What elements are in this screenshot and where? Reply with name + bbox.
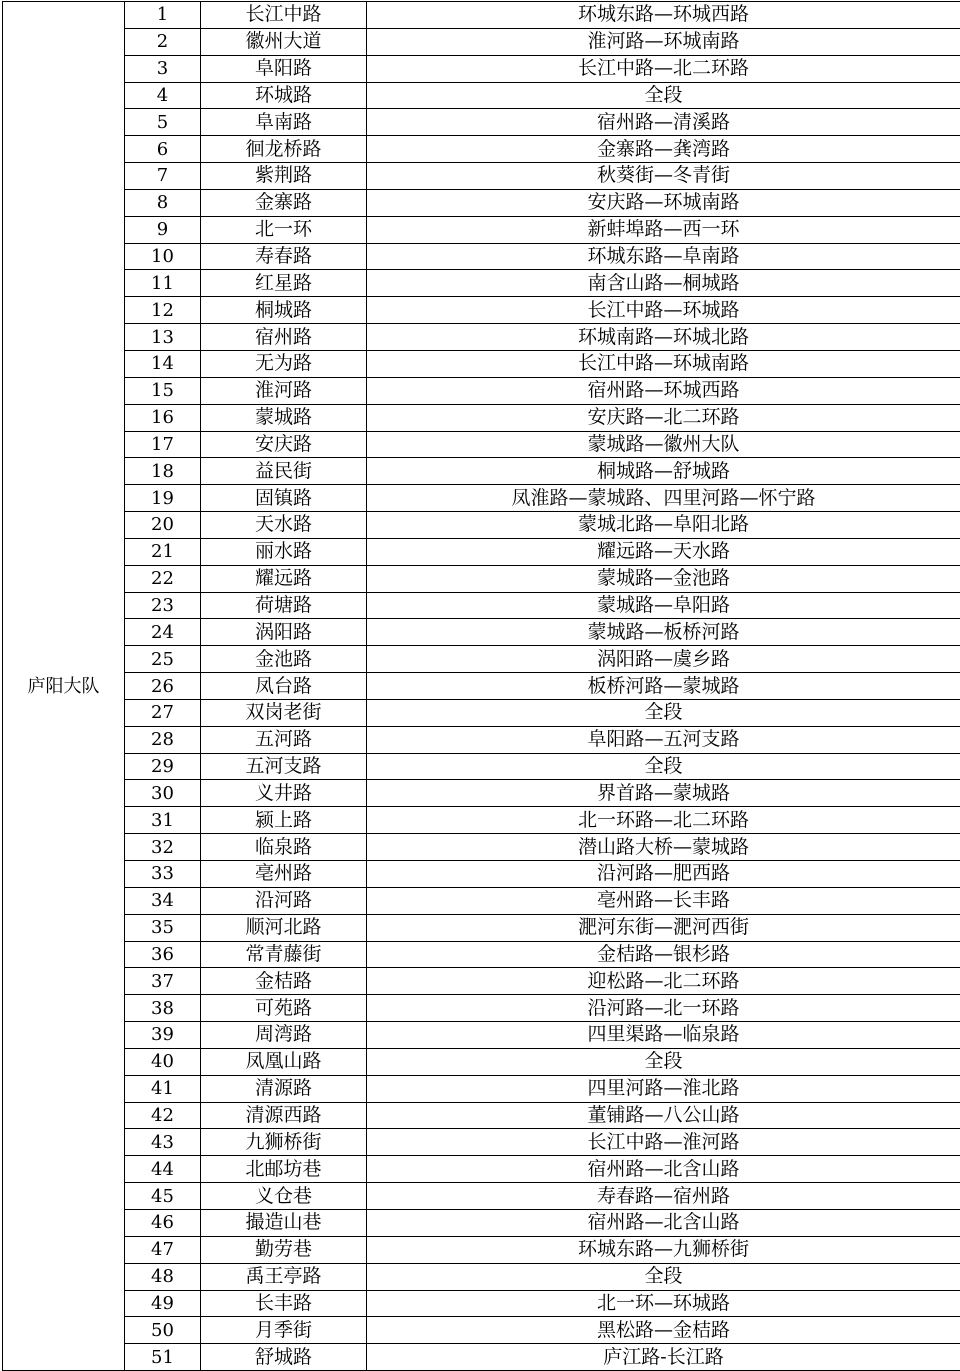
table-row <box>3 753 960 780</box>
road-name-cell: 双岗老街 <box>201 699 367 726</box>
row-number-cell: 25 <box>125 646 201 673</box>
road-name-cell: 北邮坊巷 <box>201 1156 367 1183</box>
road-section-cell: 蒙城北路—阜阳北路 <box>367 512 960 539</box>
row-number-cell: 1 <box>125 2 201 29</box>
road-name-cell: 凤台路 <box>201 673 367 700</box>
road-name-cell: 亳州路 <box>201 861 367 888</box>
row-number-cell: 44 <box>125 1156 201 1183</box>
road-section-cell: 长江中路—淮河路 <box>367 1129 960 1156</box>
road-name-cell: 阜阳路 <box>201 55 367 82</box>
row-number-cell: 34 <box>125 887 201 914</box>
row-number-cell: 42 <box>125 1102 201 1129</box>
road-name-cell: 耀远路 <box>201 565 367 592</box>
road-section-cell: 宿州路—清溪路 <box>367 109 960 136</box>
road-name-cell: 清源路 <box>201 1075 367 1102</box>
road-section-cell: 涡阳路—虞乡路 <box>367 646 960 673</box>
table-row <box>3 1075 960 1102</box>
row-number-cell: 22 <box>125 565 201 592</box>
road-name-cell: 常青藤街 <box>201 941 367 968</box>
road-section-cell: 耀远路—天水路 <box>367 538 960 565</box>
row-number-cell: 10 <box>125 243 201 270</box>
table-row <box>3 1183 960 1210</box>
road-section-cell: 阜阳路—五河支路 <box>367 726 960 753</box>
table-row <box>3 350 960 377</box>
row-number-cell: 5 <box>125 109 201 136</box>
table-row <box>3 485 960 512</box>
road-name-cell: 顺河北路 <box>201 914 367 941</box>
road-section-cell: 全段 <box>367 82 960 109</box>
road-name-cell: 丽水路 <box>201 538 367 565</box>
table-row <box>3 324 960 351</box>
row-number-cell: 30 <box>125 780 201 807</box>
road-name-cell: 颍上路 <box>201 807 367 834</box>
row-number-cell: 18 <box>125 458 201 485</box>
table-row <box>3 1263 960 1290</box>
row-number-cell: 20 <box>125 512 201 539</box>
road-section-cell: 秋葵街—冬青街 <box>367 163 960 190</box>
row-number-cell: 39 <box>125 1022 201 1049</box>
table-row <box>3 109 960 136</box>
table-row <box>3 914 960 941</box>
road-name-cell: 固镇路 <box>201 485 367 512</box>
table-row <box>3 270 960 297</box>
row-number-cell: 50 <box>125 1317 201 1344</box>
table-row <box>3 1048 960 1075</box>
road-name-cell: 舒城路 <box>201 1344 367 1371</box>
table-row <box>3 297 960 324</box>
road-name-cell: 桐城路 <box>201 297 367 324</box>
row-number-cell: 21 <box>125 538 201 565</box>
road-section-cell: 全段 <box>367 1263 960 1290</box>
table-body <box>3 2 960 1371</box>
road-section-cell: 北一环—环城路 <box>367 1290 960 1317</box>
row-number-cell: 37 <box>125 968 201 995</box>
table-row <box>3 1290 960 1317</box>
road-name-cell: 金桔路 <box>201 968 367 995</box>
road-name-cell: 临泉路 <box>201 834 367 861</box>
table-row <box>3 431 960 458</box>
road-section-cell: 沿河路—北一环路 <box>367 995 960 1022</box>
road-name-cell: 长江中路 <box>201 2 367 29</box>
road-section-cell: 蒙城路—金池路 <box>367 565 960 592</box>
row-number-cell: 8 <box>125 189 201 216</box>
road-name-cell: 天水路 <box>201 512 367 539</box>
table-row <box>3 807 960 834</box>
row-number-cell: 15 <box>125 377 201 404</box>
road-name-cell: 涡阳路 <box>201 619 367 646</box>
row-number-cell: 33 <box>125 861 201 888</box>
row-number-cell: 23 <box>125 592 201 619</box>
table-row <box>3 726 960 753</box>
road-name-cell: 环城路 <box>201 82 367 109</box>
road-section-cell: 宿州路—北含山路 <box>367 1209 960 1236</box>
table-row <box>3 1236 960 1263</box>
road-name-cell: 安庆路 <box>201 431 367 458</box>
table-row <box>3 995 960 1022</box>
row-number-cell: 7 <box>125 163 201 190</box>
road-name-cell: 金寨路 <box>201 189 367 216</box>
road-section-cell: 长江中路—环城路 <box>367 297 960 324</box>
row-number-cell: 4 <box>125 82 201 109</box>
row-number-cell: 2 <box>125 28 201 55</box>
road-name-cell: 阜南路 <box>201 109 367 136</box>
table-row <box>3 538 960 565</box>
road-section-cell: 蒙城路—板桥河路 <box>367 619 960 646</box>
road-name-cell: 沿河路 <box>201 887 367 914</box>
road-section-cell: 新蚌埠路—西一环 <box>367 216 960 243</box>
road-section-cell: 全段 <box>367 753 960 780</box>
row-number-cell: 49 <box>125 1290 201 1317</box>
table-row <box>3 189 960 216</box>
road-section-cell: 宿州路—环城西路 <box>367 377 960 404</box>
row-number-cell: 31 <box>125 807 201 834</box>
road-name-cell: 五河支路 <box>201 753 367 780</box>
table-row <box>3 699 960 726</box>
row-number-cell: 36 <box>125 941 201 968</box>
road-section-cell: 板桥河路—蒙城路 <box>367 673 960 700</box>
road-section-cell: 界首路—蒙城路 <box>367 780 960 807</box>
table-row <box>3 673 960 700</box>
row-number-cell: 47 <box>125 1236 201 1263</box>
table-row <box>3 1209 960 1236</box>
table-row <box>3 216 960 243</box>
road-name-cell: 金池路 <box>201 646 367 673</box>
row-number-cell: 43 <box>125 1129 201 1156</box>
road-name-cell: 周湾路 <box>201 1022 367 1049</box>
table-row <box>3 1156 960 1183</box>
road-section-cell: 全段 <box>367 1048 960 1075</box>
table-row <box>3 834 960 861</box>
road-section-cell: 金桔路—银杉路 <box>367 941 960 968</box>
road-name-cell: 无为路 <box>201 350 367 377</box>
road-section-cell: 安庆路—环城南路 <box>367 189 960 216</box>
row-number-cell: 41 <box>125 1075 201 1102</box>
road-section-cell: 淝河东街—淝河西街 <box>367 914 960 941</box>
row-number-cell: 35 <box>125 914 201 941</box>
road-section-cell: 四里河路—淮北路 <box>367 1075 960 1102</box>
table-row <box>3 377 960 404</box>
road-name-cell: 益民街 <box>201 458 367 485</box>
row-number-cell: 45 <box>125 1183 201 1210</box>
road-name-cell: 五河路 <box>201 726 367 753</box>
road-section-cell: 环城东路—环城西路 <box>367 2 960 29</box>
table-row <box>3 565 960 592</box>
road-section-cell: 蒙城路—徽州大队 <box>367 431 960 458</box>
table-row <box>3 163 960 190</box>
road-name-cell: 勤劳巷 <box>201 1236 367 1263</box>
road-section-cell: 金寨路—龚湾路 <box>367 136 960 163</box>
road-name-cell: 宿州路 <box>201 324 367 351</box>
table-row <box>3 28 960 55</box>
road-section-cell: 环城东路—阜南路 <box>367 243 960 270</box>
row-number-cell: 48 <box>125 1263 201 1290</box>
road-section-cell: 长江中路—北二环路 <box>367 55 960 82</box>
row-number-cell: 27 <box>125 699 201 726</box>
row-number-cell: 19 <box>125 485 201 512</box>
road-section-cell: 凤淮路—蒙城路、四里河路—怀宁路 <box>367 485 960 512</box>
table-row <box>3 82 960 109</box>
row-number-cell: 29 <box>125 753 201 780</box>
row-number-cell: 3 <box>125 55 201 82</box>
road-name-cell: 寿春路 <box>201 243 367 270</box>
road-name-cell: 九狮桥街 <box>201 1129 367 1156</box>
table-row <box>3 2 960 29</box>
road-name-cell: 义仓巷 <box>201 1183 367 1210</box>
row-number-cell: 28 <box>125 726 201 753</box>
table-row <box>3 887 960 914</box>
table-row <box>3 1022 960 1049</box>
road-section-cell: 蒙城路—阜阳路 <box>367 592 960 619</box>
road-name-cell: 徊龙桥路 <box>201 136 367 163</box>
table-row <box>3 55 960 82</box>
road-section-cell: 寿春路—宿州路 <box>367 1183 960 1210</box>
road-name-cell: 义井路 <box>201 780 367 807</box>
road-section-cell: 桐城路—舒城路 <box>367 458 960 485</box>
row-number-cell: 38 <box>125 995 201 1022</box>
row-number-cell: 17 <box>125 431 201 458</box>
table-row <box>3 458 960 485</box>
row-number-cell: 32 <box>125 834 201 861</box>
table-row <box>3 1102 960 1129</box>
road-section-cell: 沿河路—肥西路 <box>367 861 960 888</box>
table-row <box>3 404 960 431</box>
road-name-cell: 禹王亭路 <box>201 1263 367 1290</box>
road-section-cell: 淮河路—环城南路 <box>367 28 960 55</box>
row-number-cell: 11 <box>125 270 201 297</box>
table-row <box>3 619 960 646</box>
table-row <box>3 1129 960 1156</box>
table-row <box>3 512 960 539</box>
row-number-cell: 51 <box>125 1344 201 1371</box>
row-number-cell: 14 <box>125 350 201 377</box>
road-name-cell: 徽州大道 <box>201 28 367 55</box>
table-row <box>3 968 960 995</box>
road-section-cell: 亳州路—长丰路 <box>367 887 960 914</box>
table-row <box>3 861 960 888</box>
row-number-cell: 26 <box>125 673 201 700</box>
road-section-cell: 南含山路—桐城路 <box>367 270 960 297</box>
table-row <box>3 243 960 270</box>
road-section-cell: 黑松路—金桔路 <box>367 1317 960 1344</box>
row-number-cell: 12 <box>125 297 201 324</box>
row-number-cell: 24 <box>125 619 201 646</box>
road-section-table <box>2 1 960 1371</box>
row-number-cell: 16 <box>125 404 201 431</box>
table-row <box>3 136 960 163</box>
road-name-cell: 清源西路 <box>201 1102 367 1129</box>
road-section-cell: 安庆路—北二环路 <box>367 404 960 431</box>
table-row <box>3 1344 960 1371</box>
road-section-cell: 长江中路—环城南路 <box>367 350 960 377</box>
road-name-cell: 荷塘路 <box>201 592 367 619</box>
table-row <box>3 1317 960 1344</box>
road-name-cell: 紫荆路 <box>201 163 367 190</box>
road-section-cell: 环城南路—环城北路 <box>367 324 960 351</box>
row-number-cell: 6 <box>125 136 201 163</box>
road-name-cell: 撮造山巷 <box>201 1209 367 1236</box>
table-row <box>3 780 960 807</box>
road-name-cell: 红星路 <box>201 270 367 297</box>
road-section-cell: 环城东路—九狮桥街 <box>367 1236 960 1263</box>
road-name-cell: 凤凰山路 <box>201 1048 367 1075</box>
road-section-cell: 董铺路—八公山路 <box>367 1102 960 1129</box>
road-section-cell: 四里渠路—临泉路 <box>367 1022 960 1049</box>
road-section-cell: 庐江路-长江路 <box>367 1344 960 1371</box>
row-number-cell: 13 <box>125 324 201 351</box>
road-name-cell: 长丰路 <box>201 1290 367 1317</box>
road-name-cell: 月季街 <box>201 1317 367 1344</box>
road-section-cell: 北一环路—北二环路 <box>367 807 960 834</box>
table-row <box>3 646 960 673</box>
table-row <box>3 592 960 619</box>
table-row <box>3 941 960 968</box>
road-section-cell: 全段 <box>367 699 960 726</box>
row-number-cell: 40 <box>125 1048 201 1075</box>
row-number-cell: 9 <box>125 216 201 243</box>
road-name-cell: 蒙城路 <box>201 404 367 431</box>
unit-name-cell: 庐阳大队 <box>3 2 125 1371</box>
road-section-cell: 迎松路—北二环路 <box>367 968 960 995</box>
road-section-cell: 潜山路大桥—蒙城路 <box>367 834 960 861</box>
road-name-cell: 淮河路 <box>201 377 367 404</box>
road-name-cell: 可苑路 <box>201 995 367 1022</box>
row-number-cell: 46 <box>125 1209 201 1236</box>
road-section-cell: 宿州路—北含山路 <box>367 1156 960 1183</box>
road-name-cell: 北一环 <box>201 216 367 243</box>
